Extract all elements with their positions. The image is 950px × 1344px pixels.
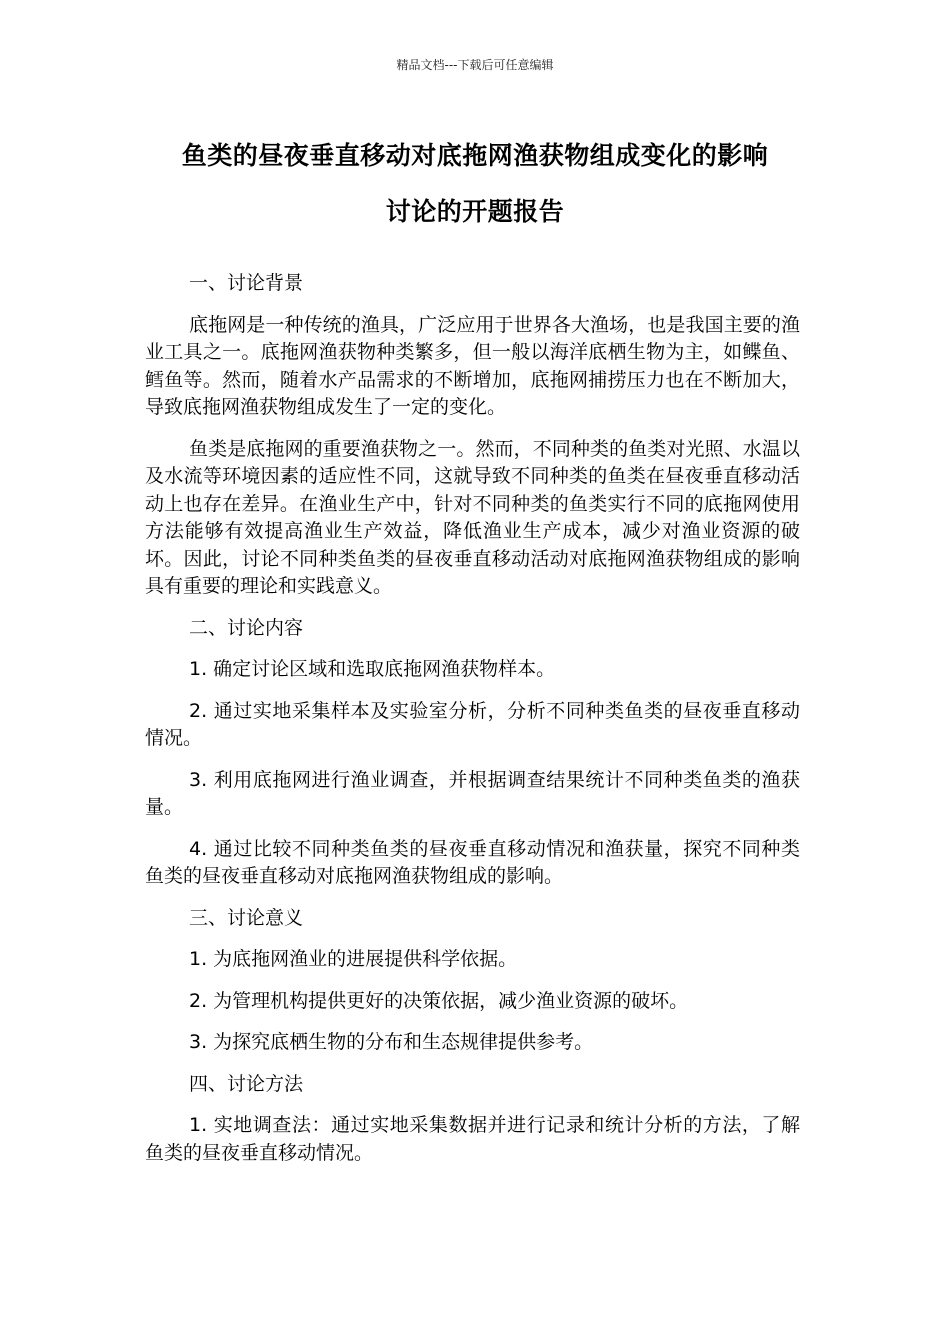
section-heading-methods: 四、讨论方法 xyxy=(189,1072,304,1095)
content-item-1: 1. 确定讨论区域和选取底拖网渔获物样本。 xyxy=(189,658,556,680)
document-title-line-1: 鱼类的昼夜垂直移动对底拖网渔获物组成变化的影响 xyxy=(181,141,769,170)
paragraph-background-1: 底拖网是一种传统的渔具，广泛应用于世界各大渔场，也是我国主要的渔业工具之一。底拖网渔获物种类繁多，但一般以海洋底栖生物为主，如鲽鱼、鳕鱼等。然而，随着水产品需求的不断增加，底拖网捕捞压力也在不断加大，导致底拖网渔获物组成发生了一定的变化。 xyxy=(145,313,800,418)
significance-item-1: 1. 为底拖网渔业的进展提供科学依据。 xyxy=(189,948,518,970)
significance-item-3: 3. 为探究底栖生物的分布和生态规律提供参考。 xyxy=(189,1031,594,1053)
document-body xyxy=(145,270,800,1181)
significance-item-2: 2. 为管理机构提供更好的决策依据，减少渔业资源的破坏。 xyxy=(189,989,689,1012)
content-item-3: 3. 利用底拖网进行渔业调查，并根据调查结果统计不同种类鱼类的渔获量。 xyxy=(145,768,800,818)
header-note: 精品文档---下载后可任意编辑 xyxy=(396,58,554,72)
section-heading-significance: 三、讨论意义 xyxy=(189,906,304,929)
content-item-4: 4. 通过比较不同种类鱼类的昼夜垂直移动情况和渔获量，探究不同种类鱼类的昼夜垂直移动对底拖网渔获物组成的影响。 xyxy=(145,837,800,887)
document-title-line-2: 讨论的开题报告 xyxy=(385,197,565,226)
section-heading-background: 一、讨论背景 xyxy=(189,272,304,294)
section-heading-content: 二、讨论内容 xyxy=(189,616,304,639)
paragraph-background-2: 鱼类是底拖网的重要渔获物之一。然而，不同种类的鱼类对光照、水温以及水流等环境因素的适应性不同，这就导致不同种类的鱼类在昼夜垂直移动活动上也存在差异。在渔业生产中，针对不同种类的鱼类实行不同的底拖网使用方法能够有效提高渔业生产效益，降低渔业生产成本，减少对渔业资源的破坏。因此，讨论不同种类鱼类的昼夜垂直移动活动对底拖网渔获物组成的影响具有重要的理论和实践意义。 xyxy=(145,437,800,597)
content-item-2: 2. 通过实地采集样本及实验室分析，分析不同种类鱼类的昼夜垂直移动情况。 xyxy=(145,699,800,749)
method-item-1: 1. 实地调查法：通过实地采集数据并进行记录和统计分析的方法，了解鱼类的昼夜垂直移动情况。 xyxy=(145,1114,800,1164)
